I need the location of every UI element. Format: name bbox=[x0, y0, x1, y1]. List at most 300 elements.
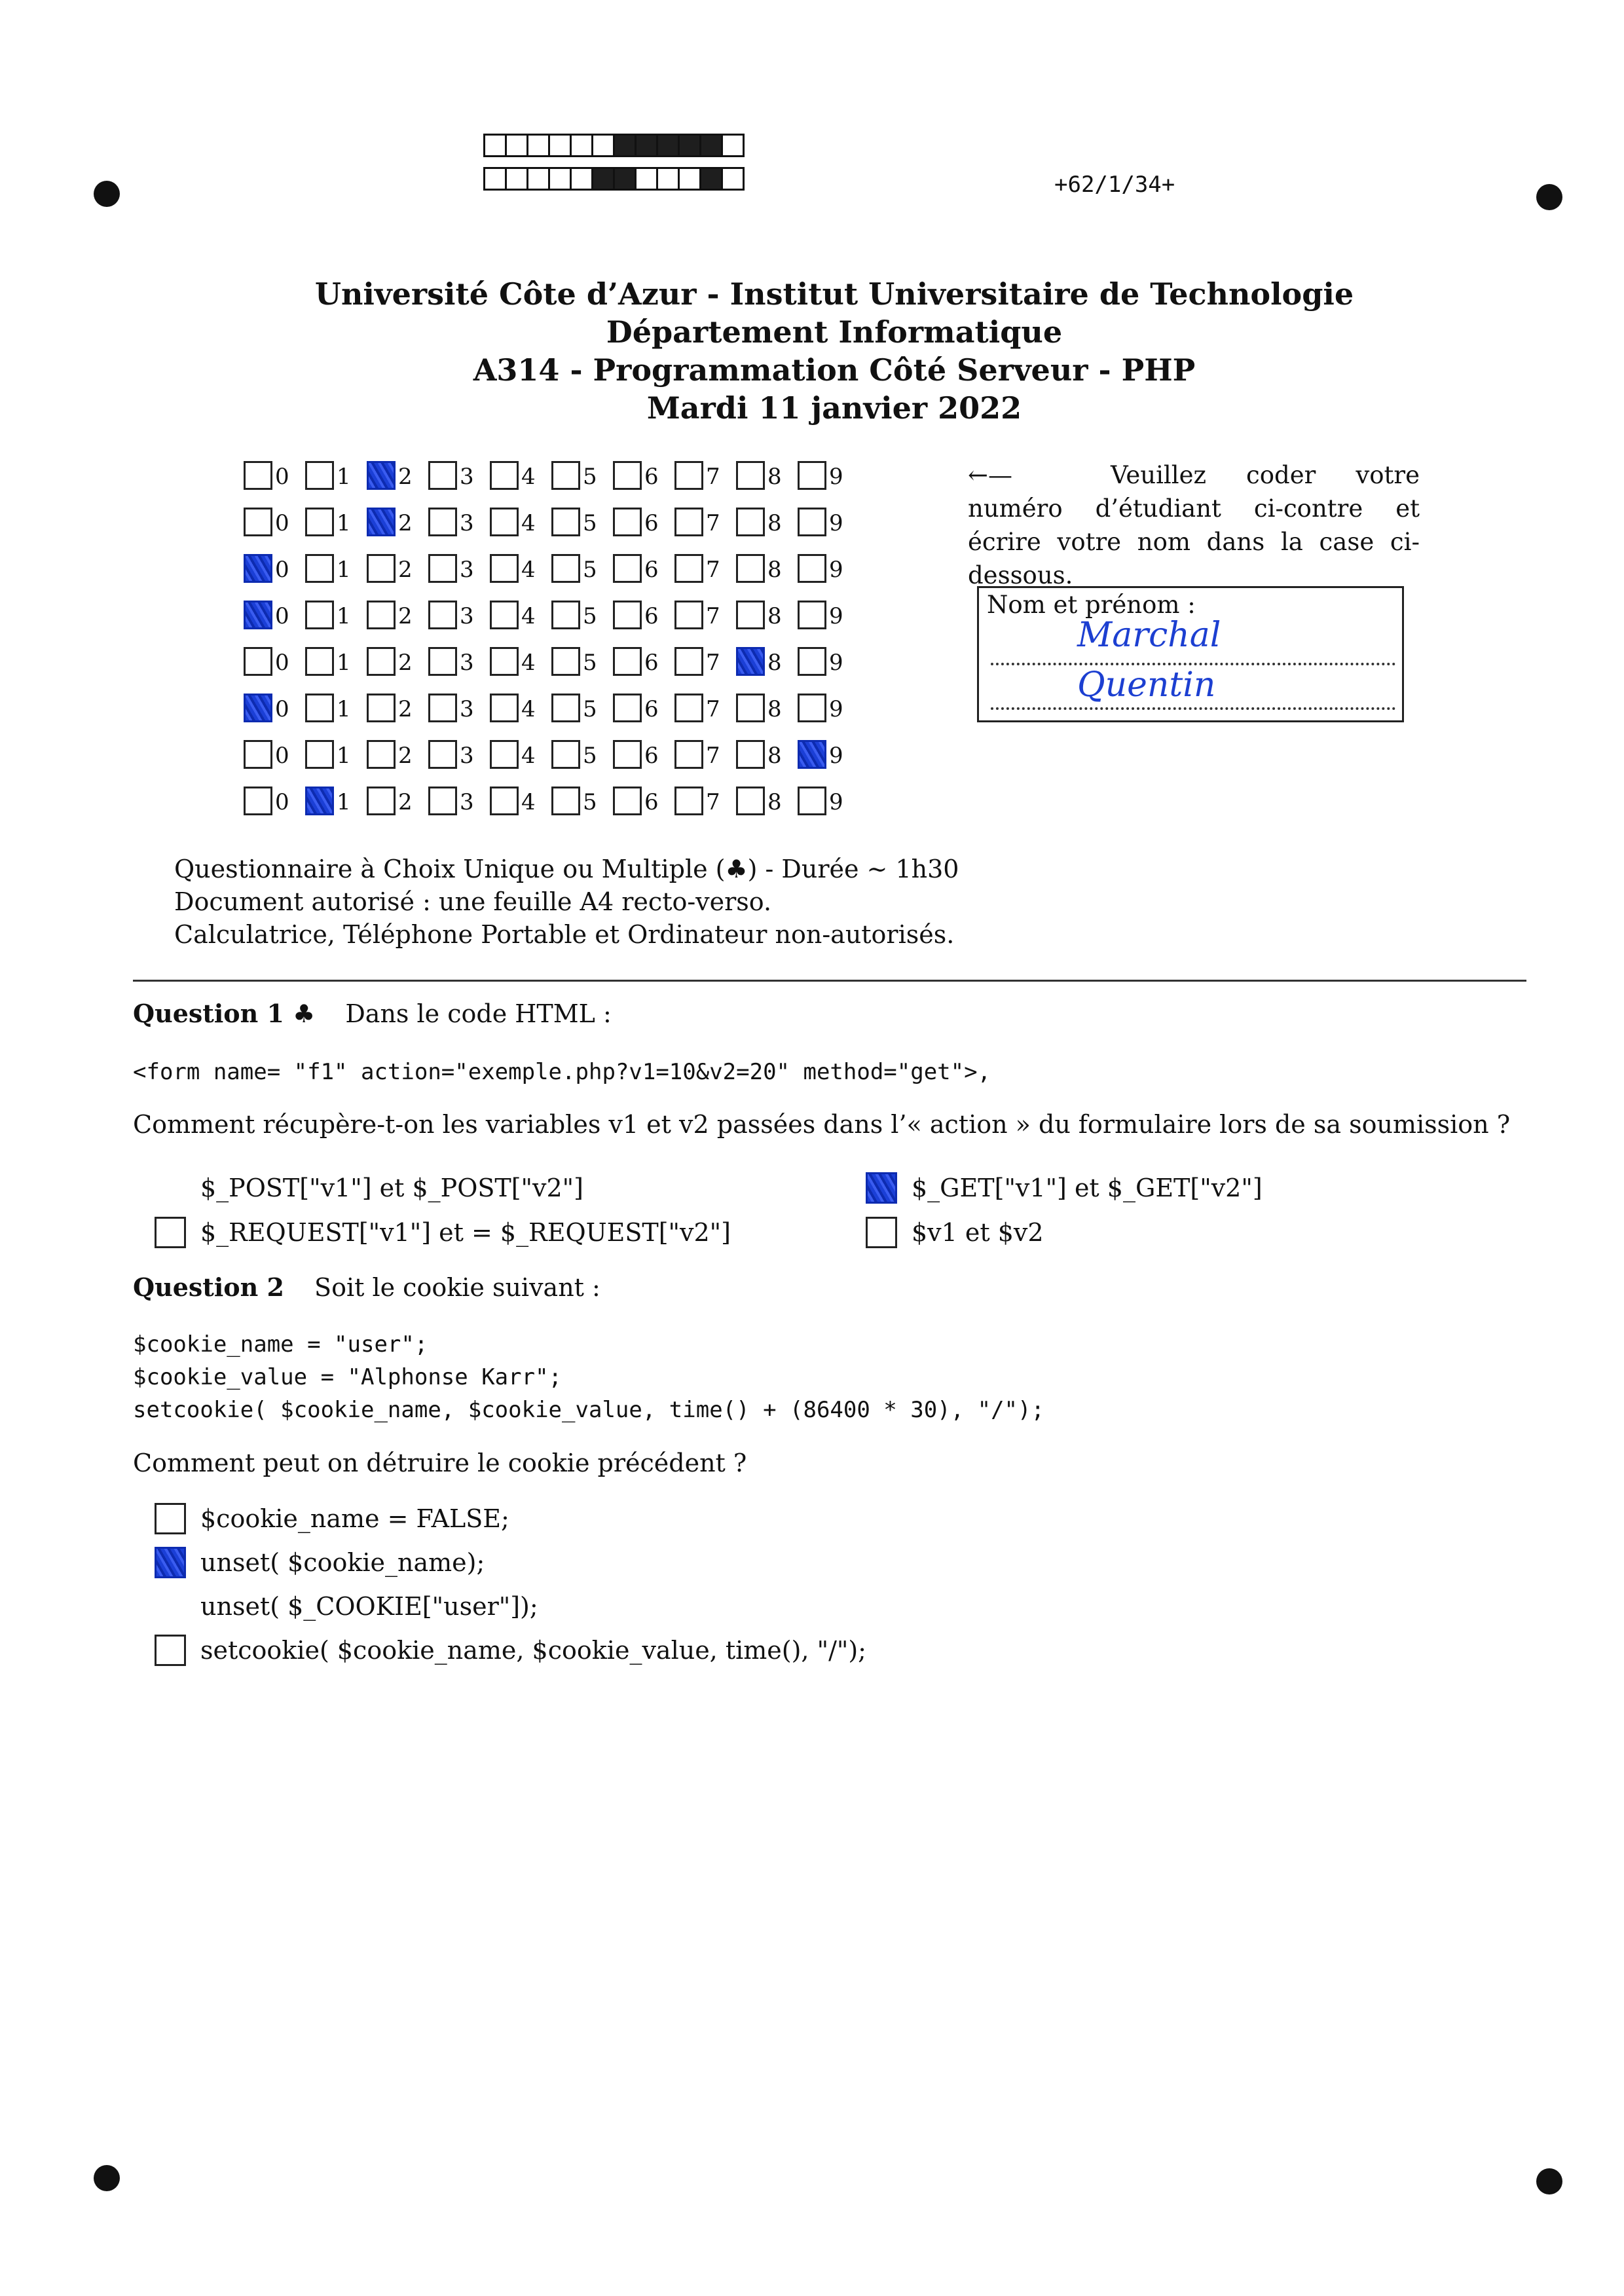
digit-label: 6 bbox=[644, 743, 659, 769]
digit-label: 2 bbox=[398, 603, 413, 629]
digit-checkbox[interactable] bbox=[674, 694, 703, 722]
digit-checkbox[interactable] bbox=[244, 461, 272, 490]
digit-label: 6 bbox=[644, 603, 659, 629]
digit-label: 3 bbox=[460, 510, 474, 536]
digit-label: 3 bbox=[460, 743, 474, 769]
digit-label: 9 bbox=[829, 743, 843, 769]
digit-option-6[interactable] bbox=[613, 694, 674, 722]
q1-option-c[interactable] bbox=[155, 1217, 731, 1248]
digit-checkbox[interactable] bbox=[736, 508, 765, 536]
question-1-code: <form name= "f1" action="exemple.php?v1=10&v2=20" method="get">, bbox=[133, 1059, 991, 1085]
sheet-code: +62/1/34+ bbox=[1054, 172, 1175, 198]
left-arrow-icon: ←— bbox=[968, 461, 1013, 489]
digit-option-3[interactable] bbox=[428, 461, 490, 490]
digit-checkbox[interactable] bbox=[244, 647, 272, 676]
barcode-cell bbox=[656, 167, 680, 191]
digit-label: 7 bbox=[706, 696, 720, 722]
digit-option-3[interactable] bbox=[428, 601, 490, 629]
digit-checkbox[interactable] bbox=[428, 601, 457, 629]
digit-checkbox[interactable] bbox=[674, 787, 703, 815]
digit-label: 9 bbox=[829, 603, 843, 629]
student-id-row-5 bbox=[244, 644, 859, 678]
digit-checkbox[interactable] bbox=[367, 554, 396, 583]
digit-option-1[interactable] bbox=[305, 554, 367, 583]
barcode-cell bbox=[548, 167, 572, 191]
digit-checkbox[interactable] bbox=[428, 647, 457, 676]
barcode-cell bbox=[721, 167, 745, 191]
question-1-label: Question 1 ♣ bbox=[133, 999, 316, 1028]
digit-option-7[interactable] bbox=[674, 787, 736, 815]
barcode-cell bbox=[505, 134, 528, 157]
digit-option-6[interactable] bbox=[613, 787, 674, 815]
digit-checkbox[interactable] bbox=[551, 554, 580, 583]
digit-option-2[interactable] bbox=[367, 694, 428, 722]
digit-label: 6 bbox=[644, 464, 659, 490]
digit-option-8[interactable] bbox=[736, 601, 798, 629]
digit-option-6[interactable] bbox=[613, 740, 674, 769]
digit-checkbox[interactable] bbox=[490, 694, 519, 722]
digit-option-4[interactable] bbox=[490, 787, 551, 815]
exam-info-format: Questionnaire à Choix Unique ou Multiple (♣) - Durée ∼ 1h30 bbox=[174, 855, 959, 883]
question-2-text: Comment peut on détruire le cookie précédent ? bbox=[133, 1449, 747, 1477]
digit-checkbox[interactable] bbox=[798, 694, 826, 722]
digit-checkbox[interactable] bbox=[367, 694, 396, 722]
digit-checkbox[interactable] bbox=[613, 508, 642, 536]
barcode-cell bbox=[570, 167, 593, 191]
digit-checkbox[interactable] bbox=[367, 601, 396, 629]
digit-label: 9 bbox=[829, 557, 843, 583]
registration-mark-bottom-right bbox=[1536, 2168, 1562, 2194]
digit-option-3[interactable] bbox=[428, 787, 490, 815]
digit-label: 0 bbox=[275, 510, 289, 536]
registration-mark-top-right bbox=[1536, 184, 1562, 210]
digit-option-8[interactable] bbox=[736, 740, 798, 769]
barcode-cell bbox=[699, 134, 723, 157]
digit-option-7[interactable] bbox=[674, 694, 736, 722]
name-label: Nom et prénom : bbox=[987, 591, 1196, 619]
barcode-cell bbox=[613, 167, 637, 191]
digit-option-2[interactable] bbox=[367, 461, 428, 490]
digit-checkbox[interactable] bbox=[367, 508, 396, 536]
digit-checkbox[interactable] bbox=[490, 740, 519, 769]
digit-option-5[interactable] bbox=[551, 601, 613, 629]
digit-label: 5 bbox=[583, 603, 597, 629]
barcode-cell bbox=[635, 167, 658, 191]
digit-option-7[interactable] bbox=[674, 461, 736, 490]
barcode-cell bbox=[656, 134, 680, 157]
question-2-header bbox=[133, 1272, 600, 1302]
q1-option-c-label: $_REQUEST["v1"] et = $_REQUEST["v2"] bbox=[200, 1218, 731, 1247]
digit-option-7[interactable] bbox=[674, 740, 736, 769]
digit-label: 5 bbox=[583, 789, 597, 815]
digit-label: 9 bbox=[829, 510, 843, 536]
student-id-row-1 bbox=[244, 458, 859, 492]
digit-option-8[interactable] bbox=[736, 461, 798, 490]
digit-checkbox[interactable] bbox=[428, 461, 457, 490]
digit-checkbox[interactable] bbox=[736, 554, 765, 583]
digit-option-8[interactable] bbox=[736, 554, 798, 583]
digit-checkbox[interactable] bbox=[613, 647, 642, 676]
digit-checkbox[interactable] bbox=[551, 787, 580, 815]
digit-label: 6 bbox=[644, 696, 659, 722]
q1-option-b-label: $_GET["v1"] et $_GET["v2"] bbox=[912, 1174, 1263, 1202]
digit-checkbox[interactable] bbox=[736, 740, 765, 769]
digit-checkbox[interactable] bbox=[244, 740, 272, 769]
digit-label: 3 bbox=[460, 789, 474, 815]
digit-label: 1 bbox=[337, 510, 351, 536]
digit-label: 2 bbox=[398, 557, 413, 583]
q2-option-c-label: unset( $_COOKIE["user"]); bbox=[200, 1592, 538, 1621]
digit-label: 6 bbox=[644, 557, 659, 583]
digit-label: 0 bbox=[275, 696, 289, 722]
digit-label: 4 bbox=[521, 743, 536, 769]
digit-label: 2 bbox=[398, 696, 413, 722]
digit-checkbox[interactable] bbox=[551, 740, 580, 769]
digit-label: 4 bbox=[521, 557, 536, 583]
question-2-code-line-2: $cookie_value = "Alphonse Karr"; bbox=[133, 1364, 563, 1390]
digit-option-6[interactable] bbox=[613, 508, 674, 536]
digit-label: 8 bbox=[767, 789, 782, 815]
id-instructions bbox=[968, 458, 1420, 592]
digit-checkbox[interactable] bbox=[798, 647, 826, 676]
digit-option-0[interactable] bbox=[244, 554, 305, 583]
question-2-label: Question 2 bbox=[133, 1272, 284, 1302]
digit-checkbox[interactable] bbox=[798, 554, 826, 583]
digit-option-2[interactable] bbox=[367, 601, 428, 629]
digit-checkbox[interactable] bbox=[305, 461, 334, 490]
digit-option-3[interactable] bbox=[428, 647, 490, 676]
student-id-row-3 bbox=[244, 551, 859, 585]
digit-option-4[interactable] bbox=[490, 554, 551, 583]
digit-label: 3 bbox=[460, 603, 474, 629]
digit-checkbox[interactable] bbox=[490, 461, 519, 490]
digit-option-9[interactable] bbox=[798, 508, 859, 536]
digit-checkbox[interactable] bbox=[367, 647, 396, 676]
digit-label: 9 bbox=[829, 696, 843, 722]
section-divider bbox=[133, 980, 1526, 982]
digit-option-9[interactable] bbox=[798, 461, 859, 490]
name-line-1 bbox=[991, 660, 1395, 665]
barcode-cell bbox=[699, 167, 723, 191]
digit-checkbox[interactable] bbox=[428, 787, 457, 815]
digit-option-4[interactable] bbox=[490, 461, 551, 490]
digit-option-0[interactable] bbox=[244, 787, 305, 815]
digit-option-4[interactable] bbox=[490, 694, 551, 722]
digit-checkbox[interactable] bbox=[367, 461, 396, 490]
exam-info-documents: Document autorisé : une feuille A4 recto-verso. bbox=[174, 887, 772, 916]
digit-checkbox[interactable] bbox=[613, 554, 642, 583]
digit-label: 6 bbox=[644, 510, 659, 536]
digit-option-9[interactable] bbox=[798, 601, 859, 629]
student-id-row-8 bbox=[244, 784, 859, 818]
digit-option-4[interactable] bbox=[490, 601, 551, 629]
digit-label: 1 bbox=[337, 789, 351, 815]
digit-checkbox[interactable] bbox=[736, 647, 765, 676]
digit-option-8[interactable] bbox=[736, 508, 798, 536]
digit-option-1[interactable] bbox=[305, 601, 367, 629]
digit-label: 8 bbox=[767, 603, 782, 629]
digit-label: 4 bbox=[521, 650, 536, 676]
digit-option-5[interactable] bbox=[551, 554, 613, 583]
digit-option-6[interactable] bbox=[613, 461, 674, 490]
barcode-cell bbox=[591, 134, 615, 157]
digit-option-0[interactable] bbox=[244, 461, 305, 490]
q2-option-a-checkbox[interactable] bbox=[155, 1503, 186, 1534]
id-instructions-text: Veuillez coder votre numéro d’étudiant ci-contre et écrire votre nom dans la case ci-dessous. bbox=[968, 461, 1420, 589]
digit-option-9[interactable] bbox=[798, 647, 859, 676]
q1-option-d-checkbox[interactable] bbox=[866, 1217, 897, 1248]
digit-checkbox[interactable] bbox=[798, 508, 826, 536]
digit-label: 8 bbox=[767, 743, 782, 769]
digit-option-5[interactable] bbox=[551, 508, 613, 536]
q2-option-d-checkbox[interactable] bbox=[155, 1635, 186, 1666]
q2-option-b[interactable] bbox=[155, 1547, 485, 1578]
digit-option-5[interactable] bbox=[551, 647, 613, 676]
exam-info bbox=[174, 853, 959, 951]
digit-option-3[interactable] bbox=[428, 508, 490, 536]
digit-checkbox[interactable] bbox=[490, 647, 519, 676]
digit-label: 4 bbox=[521, 603, 536, 629]
digit-checkbox[interactable] bbox=[490, 508, 519, 536]
q1-option-c-checkbox[interactable] bbox=[155, 1217, 186, 1248]
q1-option-d[interactable] bbox=[866, 1217, 1044, 1248]
digit-checkbox[interactable] bbox=[551, 694, 580, 722]
digit-option-2[interactable] bbox=[367, 554, 428, 583]
digit-checkbox[interactable] bbox=[551, 508, 580, 536]
digit-checkbox[interactable] bbox=[305, 554, 334, 583]
student-id-row-7 bbox=[244, 737, 859, 771]
title-department: Département Informatique bbox=[606, 314, 1063, 350]
q1-option-b-checkbox[interactable] bbox=[866, 1172, 897, 1204]
digit-checkbox[interactable] bbox=[428, 554, 457, 583]
digit-label: 5 bbox=[583, 510, 597, 536]
digit-checkbox[interactable] bbox=[674, 461, 703, 490]
registration-mark-bottom-left bbox=[94, 2165, 120, 2191]
barcode-cell bbox=[483, 134, 507, 157]
barcode-cell bbox=[526, 134, 550, 157]
digit-option-5[interactable] bbox=[551, 461, 613, 490]
digit-checkbox[interactable] bbox=[798, 461, 826, 490]
digit-checkbox[interactable] bbox=[367, 787, 396, 815]
digit-option-6[interactable] bbox=[613, 601, 674, 629]
digit-checkbox[interactable] bbox=[674, 740, 703, 769]
digit-option-4[interactable] bbox=[490, 740, 551, 769]
digit-option-1[interactable] bbox=[305, 647, 367, 676]
digit-option-1[interactable] bbox=[305, 508, 367, 536]
q2-option-d[interactable] bbox=[155, 1635, 866, 1666]
title-course: A314 - Programmation Côté Serveur - PHP bbox=[473, 352, 1196, 388]
digit-label: 5 bbox=[583, 557, 597, 583]
barcode-cell bbox=[678, 167, 701, 191]
digit-option-7[interactable] bbox=[674, 554, 736, 583]
digit-label: 6 bbox=[644, 789, 659, 815]
digit-checkbox[interactable] bbox=[798, 601, 826, 629]
digit-label: 1 bbox=[337, 557, 351, 583]
digit-option-2[interactable] bbox=[367, 740, 428, 769]
digit-checkbox[interactable] bbox=[674, 554, 703, 583]
handwritten-firstname: Quentin bbox=[1077, 665, 1216, 705]
question-2-code-line-1: $cookie_name = "user"; bbox=[133, 1331, 428, 1358]
digit-option-3[interactable] bbox=[428, 740, 490, 769]
digit-checkbox[interactable] bbox=[490, 787, 519, 815]
digit-option-7[interactable] bbox=[674, 647, 736, 676]
name-box[interactable] bbox=[977, 586, 1404, 722]
digit-label: 9 bbox=[829, 650, 843, 676]
barcode-cell bbox=[526, 167, 550, 191]
digit-checkbox[interactable] bbox=[674, 647, 703, 676]
question-2-code-line-3: setcookie( $cookie_name, $cookie_value, time() + (86400 * 30), "/"); bbox=[133, 1397, 1044, 1423]
digit-label: 4 bbox=[521, 510, 536, 536]
digit-checkbox[interactable] bbox=[551, 647, 580, 676]
barcode-row-2 bbox=[483, 167, 743, 191]
digit-option-5[interactable] bbox=[551, 694, 613, 722]
digit-option-1[interactable] bbox=[305, 461, 367, 490]
digit-option-2[interactable] bbox=[367, 508, 428, 536]
digit-label: 4 bbox=[521, 696, 536, 722]
q2-option-c[interactable] bbox=[155, 1591, 538, 1622]
digit-label: 4 bbox=[521, 464, 536, 490]
digit-label: 2 bbox=[398, 650, 413, 676]
digit-label: 0 bbox=[275, 557, 289, 583]
digit-checkbox[interactable] bbox=[305, 694, 334, 722]
digit-checkbox[interactable] bbox=[244, 787, 272, 815]
digit-label: 3 bbox=[460, 464, 474, 490]
digit-label: 9 bbox=[829, 789, 843, 815]
digit-option-1[interactable] bbox=[305, 740, 367, 769]
digit-checkbox[interactable] bbox=[305, 647, 334, 676]
digit-option-4[interactable] bbox=[490, 647, 551, 676]
barcode-cell bbox=[591, 167, 615, 191]
digit-checkbox[interactable] bbox=[305, 787, 334, 815]
digit-label: 4 bbox=[521, 789, 536, 815]
q2-option-d-label: setcookie( $cookie_name, $cookie_value, time(), "/"); bbox=[200, 1636, 866, 1665]
digit-checkbox[interactable] bbox=[613, 461, 642, 490]
q1-option-b[interactable] bbox=[866, 1172, 1263, 1204]
barcode-cell bbox=[613, 134, 637, 157]
digit-checkbox[interactable] bbox=[551, 601, 580, 629]
digit-checkbox[interactable] bbox=[490, 554, 519, 583]
digit-label: 1 bbox=[337, 696, 351, 722]
title-date: Mardi 11 janvier 2022 bbox=[646, 390, 1022, 426]
digit-checkbox[interactable] bbox=[367, 740, 396, 769]
digit-label: 0 bbox=[275, 650, 289, 676]
digit-checkbox[interactable] bbox=[736, 694, 765, 722]
digit-option-0[interactable] bbox=[244, 740, 305, 769]
digit-checkbox[interactable] bbox=[305, 740, 334, 769]
digit-checkbox[interactable] bbox=[736, 787, 765, 815]
q2-option-b-checkbox[interactable] bbox=[155, 1547, 186, 1578]
digit-checkbox[interactable] bbox=[613, 694, 642, 722]
digit-option-7[interactable] bbox=[674, 508, 736, 536]
digit-label: 0 bbox=[275, 743, 289, 769]
digit-checkbox[interactable] bbox=[736, 601, 765, 629]
q2-option-a[interactable] bbox=[155, 1503, 509, 1534]
digit-option-8[interactable] bbox=[736, 787, 798, 815]
digit-label: 7 bbox=[706, 510, 720, 536]
digit-checkbox[interactable] bbox=[244, 694, 272, 722]
digit-checkbox[interactable] bbox=[798, 740, 826, 769]
barcode-cell bbox=[570, 134, 593, 157]
digit-checkbox[interactable] bbox=[613, 601, 642, 629]
digit-option-3[interactable] bbox=[428, 554, 490, 583]
digit-checkbox[interactable] bbox=[674, 508, 703, 536]
registration-mark-top-left bbox=[94, 181, 120, 207]
q1-option-a[interactable] bbox=[155, 1172, 583, 1204]
digit-checkbox[interactable] bbox=[428, 740, 457, 769]
digit-label: 2 bbox=[398, 464, 413, 490]
student-id-row-4 bbox=[244, 598, 859, 632]
digit-option-0[interactable] bbox=[244, 508, 305, 536]
digit-option-5[interactable] bbox=[551, 787, 613, 815]
digit-option-6[interactable] bbox=[613, 554, 674, 583]
digit-checkbox[interactable] bbox=[244, 508, 272, 536]
digit-label: 8 bbox=[767, 650, 782, 676]
digit-label: 7 bbox=[706, 557, 720, 583]
digit-label: 3 bbox=[460, 650, 474, 676]
digit-checkbox[interactable] bbox=[428, 508, 457, 536]
digit-checkbox[interactable] bbox=[490, 601, 519, 629]
digit-checkbox[interactable] bbox=[244, 554, 272, 583]
digit-label: 5 bbox=[583, 464, 597, 490]
q2-option-c-checkbox[interactable] bbox=[155, 1591, 186, 1622]
digit-label: 8 bbox=[767, 464, 782, 490]
digit-option-9[interactable] bbox=[798, 740, 859, 769]
digit-checkbox[interactable] bbox=[244, 601, 272, 629]
digit-option-9[interactable] bbox=[798, 694, 859, 722]
digit-option-3[interactable] bbox=[428, 694, 490, 722]
digit-option-9[interactable] bbox=[798, 554, 859, 583]
barcode-cell bbox=[635, 134, 658, 157]
digit-option-6[interactable] bbox=[613, 647, 674, 676]
digit-label: 6 bbox=[644, 650, 659, 676]
q1-option-a-checkbox[interactable] bbox=[155, 1172, 186, 1204]
digit-checkbox[interactable] bbox=[551, 461, 580, 490]
digit-option-5[interactable] bbox=[551, 740, 613, 769]
digit-option-2[interactable] bbox=[367, 647, 428, 676]
digit-label: 5 bbox=[583, 696, 597, 722]
digit-label: 1 bbox=[337, 603, 351, 629]
title-university: Université Côte d’Azur - Institut Universitaire de Technologie bbox=[314, 276, 1354, 312]
digit-checkbox[interactable] bbox=[736, 461, 765, 490]
digit-checkbox[interactable] bbox=[613, 787, 642, 815]
digit-option-7[interactable] bbox=[674, 601, 736, 629]
digit-label: 8 bbox=[767, 696, 782, 722]
digit-option-1[interactable] bbox=[305, 787, 367, 815]
digit-checkbox[interactable] bbox=[428, 694, 457, 722]
digit-option-8[interactable] bbox=[736, 647, 798, 676]
digit-label: 3 bbox=[460, 696, 474, 722]
q2-option-a-label: $cookie_name = FALSE; bbox=[200, 1504, 509, 1533]
digit-label: 8 bbox=[767, 557, 782, 583]
digit-label: 2 bbox=[398, 789, 413, 815]
digit-option-0[interactable] bbox=[244, 694, 305, 722]
digit-label: 1 bbox=[337, 743, 351, 769]
digit-option-1[interactable] bbox=[305, 694, 367, 722]
digit-option-2[interactable] bbox=[367, 787, 428, 815]
digit-option-9[interactable] bbox=[798, 787, 859, 815]
digit-option-0[interactable] bbox=[244, 647, 305, 676]
digit-option-0[interactable] bbox=[244, 601, 305, 629]
q1-option-d-label: $v1 et $v2 bbox=[912, 1218, 1044, 1247]
digit-checkbox[interactable] bbox=[305, 601, 334, 629]
digit-option-8[interactable] bbox=[736, 694, 798, 722]
digit-option-4[interactable] bbox=[490, 508, 551, 536]
digit-checkbox[interactable] bbox=[798, 787, 826, 815]
digit-checkbox[interactable] bbox=[674, 601, 703, 629]
digit-label: 7 bbox=[706, 650, 720, 676]
digit-checkbox[interactable] bbox=[613, 740, 642, 769]
digit-checkbox[interactable] bbox=[305, 508, 334, 536]
